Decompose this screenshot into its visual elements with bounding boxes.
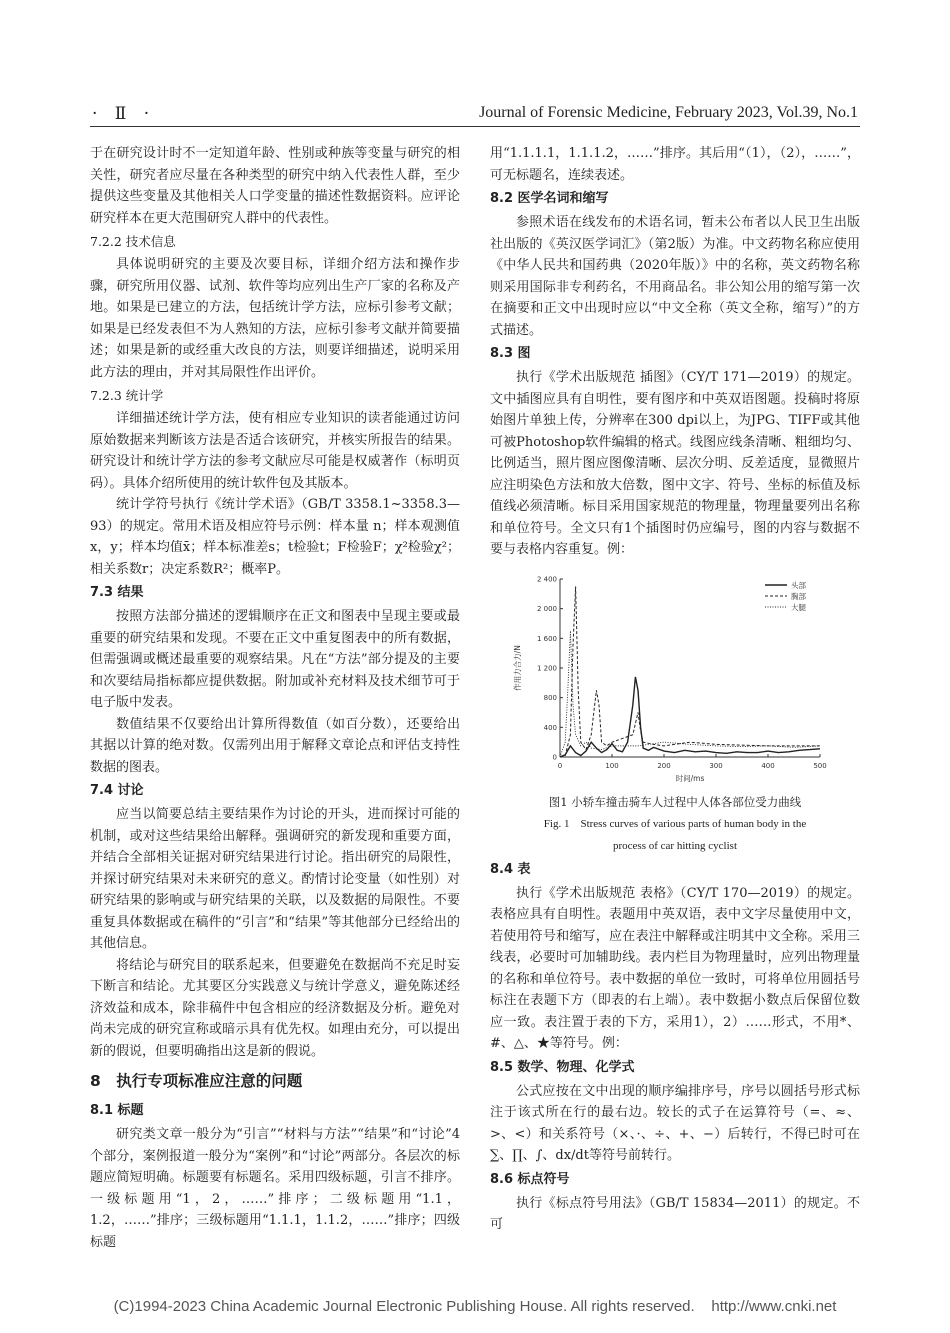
stress-curve-chart [490, 567, 860, 787]
figure-caption-en: Fig. 1 Stress curves of various parts of human body in the [543, 817, 807, 830]
legend-label: 大腿 [791, 602, 806, 612]
paragraph: 执行《学术出版规范 表格》（CY/T 170—2019）的规定。表格应具有自明性。表题用中英双语，表中文字尽量使用中文，若使用符号和缩写，应在表注中解释或注明其中文全称。采用三线表，必要时可加辅助线。表内栏目为物理量时，应列出物理量的名称和单位符号。表中数据的单位一致时，可将单位用圆括号标注在表题下方（即表的右上端）。表中数据小数点后保留位数应一致。表注置于表的下方，采用1），2）……形式，不用*、#、△、★等符号。例： [490, 885, 860, 1051]
y-axis-label: 作用力合力/N [513, 644, 522, 691]
paragraph: 统计学符号执行《统计学术语》（GB/T 3358.1~3358.3—93）的规定。常用术语及相应符号示例：样本量 n；样本观测值x，y；样本均值x̄；样本标准差s；t检验t；F检验F；χ²检验χ²；相关系数r；决定系数R²；概率P。 [90, 497, 460, 577]
paragraph: 详细描述统计学方法，使有相应专业知识的读者能通过访问原始数据来判断该方法是否适合该研究，并核实所报告的结果。研究设计和统计学方法的参考文献应尽可能是权威著作（标明页码）。具体介绍所使用的统计软件包及其版本。 [90, 411, 460, 491]
section-heading: 8.6 标点符号 [490, 1171, 570, 1187]
copyright-footer: (C)1994-2023 China Academic Journal Electronic Publishing House. All rights reserved. http://www.cnki.net [113, 1298, 837, 1315]
y-tick-label: 2 000 [536, 604, 557, 613]
paragraph: 应当以简要总结主要结果作为讨论的开头，进而探讨可能的机制，或对这些结果给出解释。强调研究的新发现和重要方面，并结合全部相关证据对研究结果进行讨论。指出研究的局限性，并探讨研究结果对未来研究的意义。酌情讨论变量（如性别）对研究结果的影响或与研究结果的关联，以及数据的局限性。不要重复具体数据或在稿件的“引言”和“结果”等其他部分已经给出的其他信息。 [90, 807, 460, 951]
legend-label: 胸部 [791, 591, 806, 601]
header-rule [90, 126, 860, 127]
figure [490, 567, 860, 857]
y-tick-label: 800 [543, 693, 557, 702]
paragraph: 数值结果不仅要给出计算所得数值（如百分数），还要给出其据以计算的绝对数。仅需列出用于解释文章论点和评估支持性数据的图表。 [90, 716, 460, 775]
paragraph: 执行《标点符号用法》（GB/T 15834—2011）的规定。不可 [490, 1195, 860, 1232]
paragraph: 执行《学术出版规范 插图》（CY/T 171—2019）的规定。文中插图应具有自明性，要有图序和中英双语图题。投稿时将原始图片单独上传，分辨率在300 dpi以上，为JPG、TIFF或其他可被Photoshop软件编辑的格式。线图应线条清晰、粗细均匀、比例适当，照片图应图像清晰、层次分明、反差适度，显微照片应注明染色方法和放大倍数，图中文字、符号、坐标的标值及标值线必须清晰。标目采用国家规范的物理量，物理量要列出名称和单位符号。全文只有1个插图时仍应编号，图的内容与数据不要与表格内容重复。例： [490, 370, 860, 557]
section-heading: 8 执行专项标准应注意的问题 [90, 1072, 303, 1090]
right-column [490, 143, 860, 1236]
section-heading: 8.3 图 [490, 346, 531, 361]
x-axis-label: 时间/ms [675, 773, 705, 783]
paragraph: 公式应按在文中出现的顺序编排序号，序号以圆括号形式标注于该式所在行的最右边。较长的式子在运算符号（=、≈、>、<）和关系符号（×、·、÷、+、−）后转行，不得已时可在∑、∏、∫、dx/dt等符号前转行。 [490, 1083, 860, 1163]
journal-header: Journal of Forensic Medicine, February 2023, Vol.39, No.1 [479, 104, 858, 121]
y-tick-label: 1 600 [536, 634, 557, 643]
figure-caption-cn: 图1 小轿车撞击骑车人过程中人体各部位受力曲线 [548, 794, 802, 809]
page-number: · Ⅱ · [92, 104, 156, 124]
left-column [90, 143, 460, 1253]
y-tick-label: 400 [543, 723, 557, 732]
section-heading: 7.2.3 统计学 [90, 388, 164, 403]
paragraph: 按照方法部分描述的逻辑顺序在正文和图表中呈现主要或最重要的研究结果和发现。不要在正文中重复图表中的所有数据，但需强调或概述最重要的观察结果。凡在“方法”部分提及的主要和次要结局指标都应提供数据。附加或补充材料及技术细节可于电子版中发表。 [90, 609, 460, 710]
x-tick-label: 300 [709, 761, 723, 770]
series-line-2 [560, 586, 820, 757]
y-tick-label: 1 200 [536, 664, 557, 672]
x-tick-label: 0 [557, 761, 563, 770]
x-tick-label: 500 [813, 761, 827, 770]
section-heading: 8.2 医学名词和缩写 [490, 191, 609, 206]
paragraph: 参照术语在线发布的术语名词，暂未公布者以人民卫生出版社出版的《英汉医学词汇》（第2版）为准。中文药物名称应使用《中华人民共和国药典（2020年版）》中的名称，英文药物名称则采用国际非专利药名，不用商品名。非公知公用的缩写第一次在摘要和正文中出现时应以“中文全称（英文全称，缩写）”的方式描述。 [490, 215, 860, 338]
paragraph: 用“1.1.1.1，1.1.1.2，……”排序。其后用“（1），（2），……”，可无标题名，连续表述。 [490, 146, 860, 183]
y-tick-label: 0 [552, 753, 557, 761]
section-heading: 7.4 讨论 [90, 783, 144, 798]
section-heading: 8.1 标题 [90, 1103, 144, 1118]
paragraph: 将结论与研究目的联系起来，但要避免在数据尚不充足时妄下断言和结论。尤其要区分实践意义与统计学意义，避免陈述经济效益和成本，除非稿件中包含相应的经济数据及分析。避免对尚未完成的研究宣称或暗示具有优先权。如理由充分，可以提出新的假说，但要明确指出这是新的假说。 [90, 957, 460, 1059]
section-heading: 8.4 表 [490, 861, 531, 877]
section-heading: 8.5 数学、物理、化学式 [490, 1059, 635, 1075]
y-tick-label: 2 400 [536, 575, 557, 583]
paragraph: 于在研究设计时不一定知道年龄、性别或种族等变量与研究的相关性，研究者应尽量在各种类型的研究中纳入代表性人群，至少提供这些变量及其他相关人口学变量的描述性数据资料。应评论研究样本在更大范围研究人群中的代表性。 [90, 146, 460, 226]
section-heading: 7.2.2 技术信息 [90, 234, 176, 249]
figure-caption-en: process of car hitting cyclist [612, 839, 738, 852]
series-line-3 [560, 630, 820, 756]
section-heading: 7.3 结果 [90, 585, 144, 600]
legend-label: 头部 [791, 580, 806, 590]
paragraph: 研究类文章一般分为“引言”“材料与方法”“结果”和“讨论”4个部分，案例报道一般分为“案例”和“讨论”两部分。各层次的标题应简短明确。标题要有标题名。采用四级标题，引言不排序。一级标题用“1，2，……”排序；二级标题用“1.1，1.2，……”排序；三级标题用“1.1.1，1.1.2，……”排序；四级标题 [90, 1127, 460, 1250]
x-tick-label: 200 [657, 761, 671, 770]
series-line-1 [560, 676, 820, 756]
paragraph: 具体说明研究的主要及次要目标，详细介绍方法和操作步骤，研究所用仪器、试剂、软件等均应列出生产厂家的名称及产地。如果是已建立的方法，包括统计学方法，应标引参考文献；如果是已经发表但不为人熟知的方法，应标引参考文献并简要描述；如果是新的或经重大改良的方法，则要详细描述，说明采用此方法的理由，并对其局限性作出评价。 [90, 257, 460, 380]
x-tick-label: 400 [761, 761, 775, 770]
x-tick-label: 100 [605, 761, 619, 770]
